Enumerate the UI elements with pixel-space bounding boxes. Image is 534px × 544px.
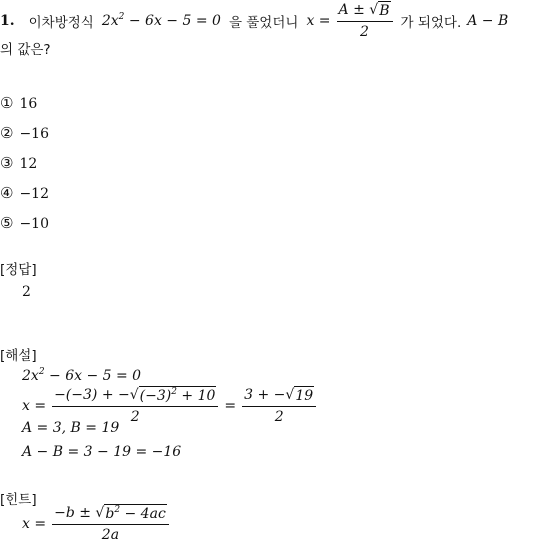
option-value: −10 bbox=[19, 216, 49, 232]
option-2[interactable] bbox=[0, 124, 49, 142]
option-5[interactable] bbox=[0, 214, 49, 232]
question-equation: $2x^2 - 6x - 5 = 0$ bbox=[101, 12, 221, 29]
solution-frac1-numerator: −(−3) + − √ $(-3)^2 + 10$ bbox=[52, 386, 218, 407]
solution-equals: = bbox=[224, 398, 237, 414]
question-line-1 bbox=[0, 2, 509, 40]
solution-label: [해설] bbox=[0, 348, 37, 364]
answer-label: [정답] bbox=[0, 262, 37, 278]
solution-fraction-2 bbox=[242, 386, 316, 426]
hint-label: [힌트] bbox=[0, 492, 37, 508]
question-prefix: 이차방정식 bbox=[28, 15, 94, 31]
question-x-eq: x = bbox=[306, 13, 331, 29]
option-value: 12 bbox=[19, 156, 38, 172]
question-middle: 을 풀었더니 bbox=[228, 15, 299, 31]
option-mark: ⑤ bbox=[0, 214, 14, 232]
option-mark: ② bbox=[0, 124, 14, 142]
solution-frac2-numerator: 3 + − √ 19 bbox=[242, 386, 316, 407]
hint-fraction bbox=[52, 504, 169, 544]
solution-frac2-denominator: 2 bbox=[274, 409, 284, 425]
question-frac-denominator: 2 bbox=[360, 24, 369, 40]
answer-value: 2 bbox=[22, 284, 31, 300]
question-fraction bbox=[337, 1, 393, 41]
option-mark: ① bbox=[0, 94, 14, 112]
option-value: 16 bbox=[19, 96, 38, 112]
option-1[interactable] bbox=[0, 94, 37, 112]
solution-x-eq: x = bbox=[22, 398, 47, 414]
option-mark: ④ bbox=[0, 184, 14, 202]
option-value: −12 bbox=[19, 186, 49, 202]
hint-x-eq: x = bbox=[22, 516, 47, 532]
hint-numerator: −b ± √ $b^2 - 4ac$ bbox=[52, 504, 169, 525]
hint-denominator: 2a bbox=[101, 527, 120, 543]
question-expr: A − B bbox=[467, 13, 509, 29]
solution-line-1: $2x^2 - 6x - 5 = 0$ bbox=[22, 367, 142, 384]
option-mark: ③ bbox=[0, 154, 14, 172]
option-value: −16 bbox=[19, 126, 49, 142]
solution-frac1-denominator: 2 bbox=[130, 409, 140, 425]
solution-line-3: A = 3, B = 19 bbox=[22, 420, 120, 436]
question-line-2: 의 값은? bbox=[0, 42, 51, 58]
hint-formula bbox=[22, 504, 169, 544]
solution-line-4: A − B = 3 − 19 = −16 bbox=[22, 444, 182, 460]
option-4[interactable] bbox=[0, 184, 49, 202]
question-frac-numerator: A ± √ B bbox=[337, 1, 393, 22]
question-suffix: 가 되었다. bbox=[400, 15, 462, 31]
option-3[interactable] bbox=[0, 154, 37, 172]
question-number: 1. bbox=[0, 13, 15, 29]
